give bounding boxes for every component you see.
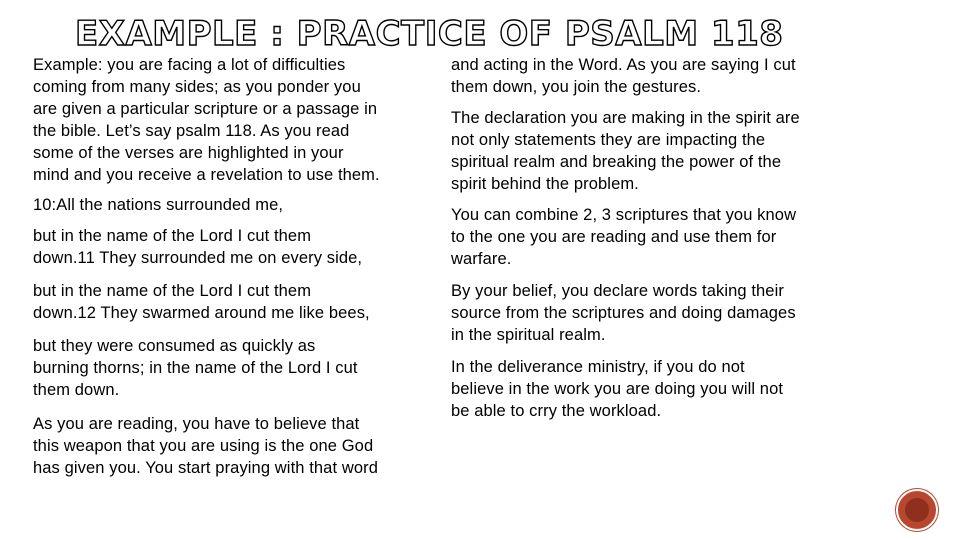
right-paragraph-gestures: and acting in the Word. As you are saying I cut them down, you join the gestures.: [451, 56, 796, 96]
slide-number-badge: [896, 489, 938, 531]
left-text-column: [33, 54, 453, 479]
left-paragraph-verse-12: but in the name of the Lord I cut them down.12 They swarmed around me like bees,: [33, 282, 370, 322]
slide-title: EXAMPLE : PRACTICE OF PSALM 118: [75, 14, 784, 54]
right-text-column: [451, 54, 876, 422]
right-paragraph-deliverance: In the deliverance ministry, if you do not believe in the work you are doing you will not be able to crry the workload.: [451, 358, 784, 420]
left-paragraph-intro: Example: you are facing a lot of difficulties coming from many sides; as you ponder you are given a particular scripture or a passage in the bible. Let’s say psalm 118. As you read some of the verses are highlighted in your mind and you receive a revelation to use them.: [33, 56, 380, 184]
left-paragraph-verse-11: but in the name of the Lord I cut them down.11 They surrounded me on every side,: [33, 227, 363, 267]
right-paragraph-combine: You can combine 2, 3 scriptures that you know to the one you are reading and use them for warfare.: [451, 206, 797, 268]
left-paragraph-verse-12-cont: but they were consumed as quickly as burning thorns; in the name of the Lord I cut them down.: [33, 337, 358, 399]
right-paragraph-declaration: The declaration you are making in the spirit are not only statements they are impacting the spiritual realm and breaking the power of the spirit behind the problem.: [451, 109, 800, 193]
badge-inner-circle: [905, 498, 929, 522]
left-paragraph-belief: As you are reading, you have to believe that this weapon that you are using is the one God has given you. You start praying with that word: [33, 415, 378, 477]
right-paragraph-belief: By your belief, you declare words taking their source from the scriptures and doing damages in the spiritual realm.: [451, 282, 796, 344]
left-paragraph-verse-10: 10:All the nations surrounded me,: [33, 196, 284, 214]
